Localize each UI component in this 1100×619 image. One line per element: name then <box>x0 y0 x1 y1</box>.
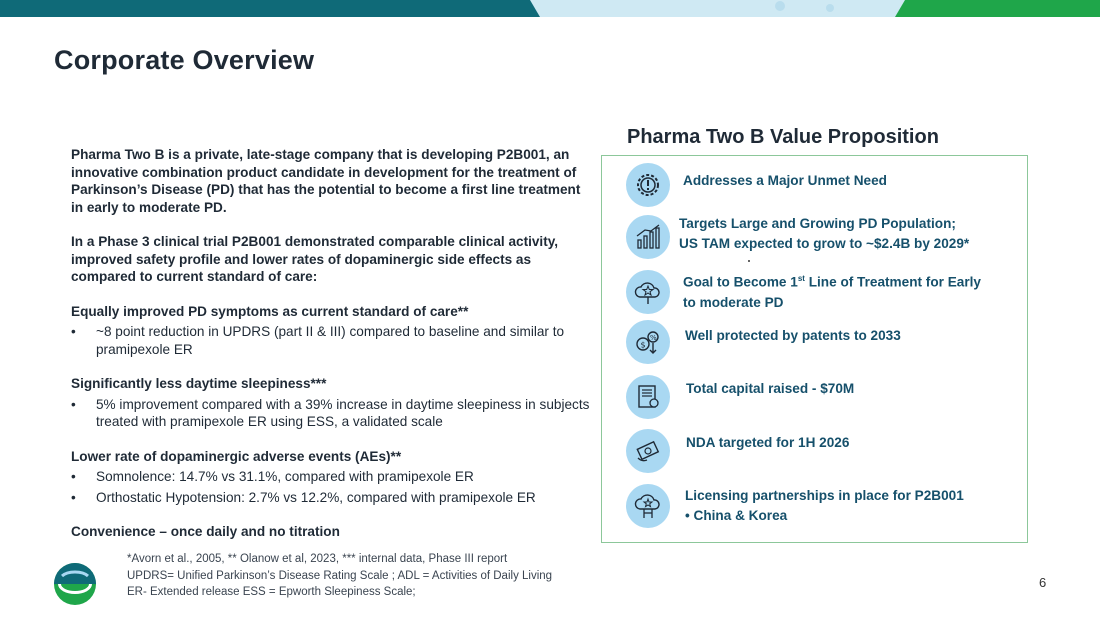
patent-percent-icon <box>626 320 670 364</box>
overview-text <box>71 146 591 541</box>
page-number: 6 <box>1039 575 1047 590</box>
intro-paragraph-1: Pharma Two B is a private, late-stage company that is developing P2B001, an innovative combination product candidate in development for the treatment of Parkinson’s Disease (PD) that has the potential to become a first line treatment in early to moderate PD. <box>71 147 581 215</box>
value-item-licensing-line2: • China & Korea <box>685 508 788 523</box>
top-banner <box>0 0 1100 17</box>
growth-chart-icon <box>626 215 670 259</box>
value-proposition-title: Pharma Two B Value Proposition <box>627 126 939 148</box>
value-item-unmet-need: Addresses a Major Unmet Need <box>683 173 887 188</box>
value-item-population-line1: Targets Large and Growing PD Population; <box>679 216 956 231</box>
footnote-line: ER- Extended release ESS = Epworth Sleepiness Scale; <box>127 586 416 598</box>
value-item-population <box>679 214 969 254</box>
bullet-text: 5% improvement compared with a 39% increase in daytime sleepiness in subjects treated with pramipexole ER using ESS, a validated scale <box>96 396 590 429</box>
svg-text:%: % <box>650 334 657 342</box>
bullet-marker: • <box>71 469 76 484</box>
value-item-nda: NDA targeted for 1H 2026 <box>686 435 850 450</box>
decorative-dot <box>748 260 750 262</box>
section-heading-symptoms: Equally improved PD symptoms as current standard of care** <box>71 303 469 319</box>
convenience-heading: Convenience – once daily and no titration <box>71 524 340 539</box>
footnote-line: UPDRS= Unified Parkinson’s Disease Rating Scale ; ADL = Activities of Daily Living <box>127 569 553 582</box>
value-item-licensing <box>685 486 964 526</box>
company-logo <box>52 561 98 607</box>
bullet-marker: • <box>71 489 76 505</box>
value-item-first-line <box>683 269 981 313</box>
value-item-first-line-line2: to moderate PD <box>683 294 784 310</box>
value-item-first-line-pre: Goal to Become 1 <box>683 274 798 290</box>
bullet-item <box>71 323 591 358</box>
certificate-icon <box>626 375 670 419</box>
money-icon <box>626 429 670 473</box>
footnote-line: *Avorn et al., 2005, ** Olanow et al, 2023, *** internal data, Phase III report <box>127 553 508 565</box>
value-item-first-line-sup: st <box>797 274 805 283</box>
bullet-marker: • <box>71 396 76 412</box>
section-heading-sleepiness: Significantly less daytime sleepiness*** <box>71 376 327 391</box>
value-item-capital: Total capital raised - $70M <box>686 381 855 396</box>
page-title: Corporate Overview <box>54 45 315 75</box>
value-item-population-line2: US TAM expected to grow to ~$2.4B by 2029* <box>679 236 970 251</box>
cloud-star-icon <box>626 270 670 314</box>
value-item-first-line-post: Line of Treatment for Early <box>804 274 981 290</box>
bullet-item <box>71 468 591 486</box>
bullet-text: Somnolence: 14.7% vs 31.1%, compared with pramipexole ER <box>96 469 474 484</box>
footnotes <box>127 551 552 601</box>
bullet-item <box>71 489 591 507</box>
section-heading-adverse-events: Lower rate of dopaminergic adverse events (AEs)** <box>71 448 402 464</box>
bullet-text: ~8 point reduction in UPDRS (part II & III) compared to baseline and similar to pramipexole ER <box>96 324 565 357</box>
bullet-item <box>71 396 591 431</box>
intro-paragraph-2: In a Phase 3 clinical trial P2B001 demonstrated comparable clinical activity, improved safety profile and lower rates of dopaminergic side effects as compared to current standard of care: <box>71 234 559 284</box>
bullet-marker: • <box>71 324 76 339</box>
value-item-licensing-line1: Licensing partnerships in place for P2B001 <box>685 488 964 503</box>
exclamation-gear-icon <box>626 163 670 207</box>
value-item-patents: Well protected by patents to 2033 <box>685 328 901 343</box>
svg-text:$: $ <box>640 340 646 350</box>
cloud-partnership-icon <box>626 484 670 528</box>
bullet-text: Orthostatic Hypotension: 2.7% vs 12.2%, compared with pramipexole ER <box>96 489 536 505</box>
